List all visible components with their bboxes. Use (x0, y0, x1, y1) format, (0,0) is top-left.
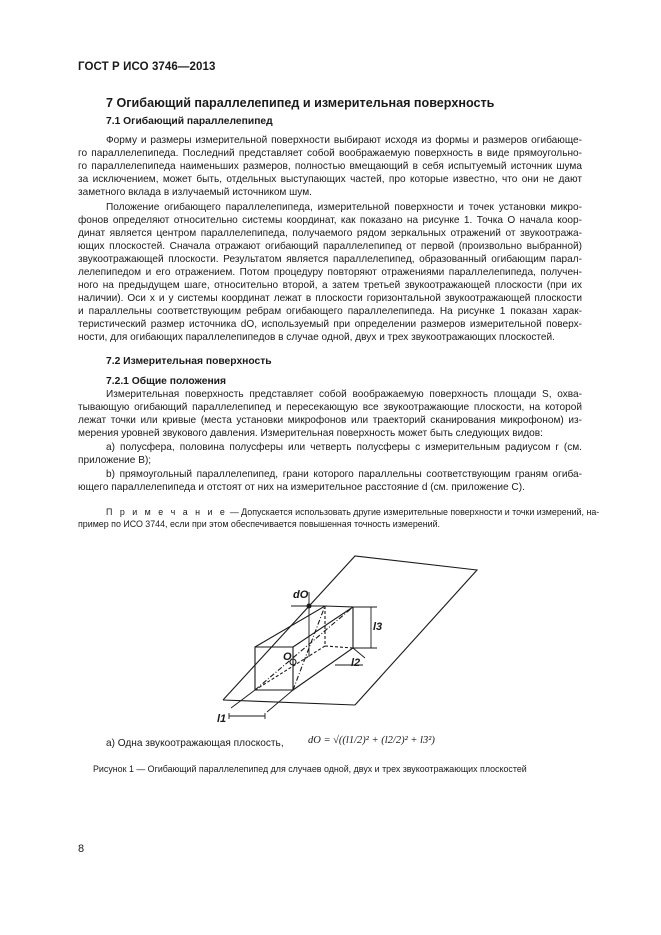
paragraph-envelope-shape (78, 134, 582, 199)
l1-dimension-line (229, 690, 293, 716)
subsection-7-2-1-title: 7.2.1 Общие положения (106, 376, 226, 387)
text-line: ющих плоскостей. Сначала отражают огибающий параллелепипед от первой (произвольно выбранной) (78, 241, 582, 252)
d0-marker (307, 604, 311, 608)
paragraph-measurement-surface (78, 388, 582, 440)
note-line: пример по ИСО 3744, если при этом обеспечивается повышенная точность измерений. (78, 519, 440, 529)
list-item-b (78, 468, 582, 494)
reflecting-plane (223, 556, 477, 705)
text-line: наличии). Оси x и y системы координат лежат в плоскости горизонтальной звукоотражающей плоскости (78, 293, 582, 304)
text-line: Положение огибающего параллелепипеда, измерительной поверхности и точек установки микро- (106, 202, 582, 213)
note-line (78, 506, 600, 518)
text-line: ности, для огибающих параллелепипедов в случае одной, двух и трех звукоотражающих плоскостей. (78, 332, 555, 343)
text-line: лелепипедом и его отражением. Потом процедуру повторяют отражениями параллелепипеда, получен- (78, 267, 582, 278)
list-item-a (78, 441, 582, 467)
d0-formula (307, 727, 457, 751)
text-line: приложение B); (78, 455, 152, 466)
figure-subcaption: а) Одна звукоотражающая плоскость, (106, 738, 284, 749)
text-line: лежат точки или кривые (места установки микрофонов или траекторий сканирования микрофоном) из- (78, 415, 582, 426)
text-line: Измерительная поверхность представляет собой воображаемую поверхность площади S, охва- (106, 389, 582, 400)
page-number: 8 (78, 843, 85, 855)
subsection-7-2-title: 7.2 Измерительная поверхность (106, 356, 272, 367)
text-line: мерения уровней звукового давления. Измерительная поверхность может быть следующих видов: (78, 428, 543, 439)
label-origin: O (283, 651, 292, 663)
text-line: заметного вклада в излучаемый источником шум. (78, 187, 312, 198)
label-l2: l2 (351, 657, 361, 669)
text-line: теристический размер источника dO, используемый при определении размеров измерительной поверх- (78, 319, 582, 330)
section-title: 7 Огибающий параллелепипед и измерительная поверхность (106, 96, 495, 110)
label-l3: l3 (373, 621, 383, 633)
text-line: и параллельны соответствующим ребрам огибающего параллелепипеда. На рисунке 1 показан харак- (78, 306, 582, 317)
plane-edge (223, 700, 355, 705)
paragraph-coordinate-system (78, 201, 582, 344)
text-line: динат является центром параллелепипеда, получаемого рядом зеркальных отражений от звукоотража- (78, 228, 582, 239)
text-line: фонов определяют относительно системы координат, как показано на рисунке 1. Точка O начала коор- (78, 215, 582, 226)
label-d0: dO (293, 589, 309, 601)
text-line: тывающую огибающий параллелепипед и пересекающую все звукоотражающие плоскости, на которой (78, 402, 582, 413)
note-text: — Допускается использовать другие измерительные поверхности и точки измерений, на- (227, 507, 600, 517)
d0-dimension-line (291, 592, 327, 657)
standard-header: ГОСТ Р ИСО 3746—2013 (78, 61, 216, 73)
subsection-7-1-title: 7.1 Огибающий параллелепипед (106, 116, 273, 127)
figure-caption: Рисунок 1 — Огибающий параллелепипед для случаев одной, двух и трех звукоотражающих плоскостей (93, 764, 527, 774)
text-line: го параллелепипеда. Последний представляет собой воображаемую поверхность в виде прямоугольно- (78, 148, 582, 159)
text-line: звукоотражающей плоскости. Результатом является параллелепипед, образованный огибающим парал- (78, 254, 582, 265)
envelope-parallelepiped-figure (205, 550, 490, 725)
text-line: Форму и размеры измерительной поверхности выбирают исходя из формы и размеров огибающе- (106, 135, 582, 146)
text-line: b) прямоугольный параллелепипед, грани которого параллельны соответствующим граням огиба- (106, 469, 582, 480)
label-l1: l1 (217, 713, 227, 725)
text-line: го параллелепипеда наименьших размеров, полностью вмещающий в себя испытуемый источник шума (78, 161, 582, 172)
text-line: ющего параллелепипеда и отстоят от них на измерительное расстояние d (см. приложение C). (78, 482, 525, 493)
formula-text: dO = √((l1/2)² + (l2/2)² + l3²) (308, 735, 435, 746)
text-line: ного на предыдущем шаге, относительно второй, а затем третьей звукоотражающей плоскости (при их (78, 280, 582, 291)
note-label: П р и м е ч а н и е (106, 507, 228, 517)
text-line: за исключением, может быть, отдельных выступающих частей, про которые известно, что они не дают (78, 174, 582, 185)
text-line: a) полусфера, половина полусферы или четверть полусферы с измерительным радиусом r (см. (106, 442, 582, 453)
note-block (78, 506, 600, 530)
